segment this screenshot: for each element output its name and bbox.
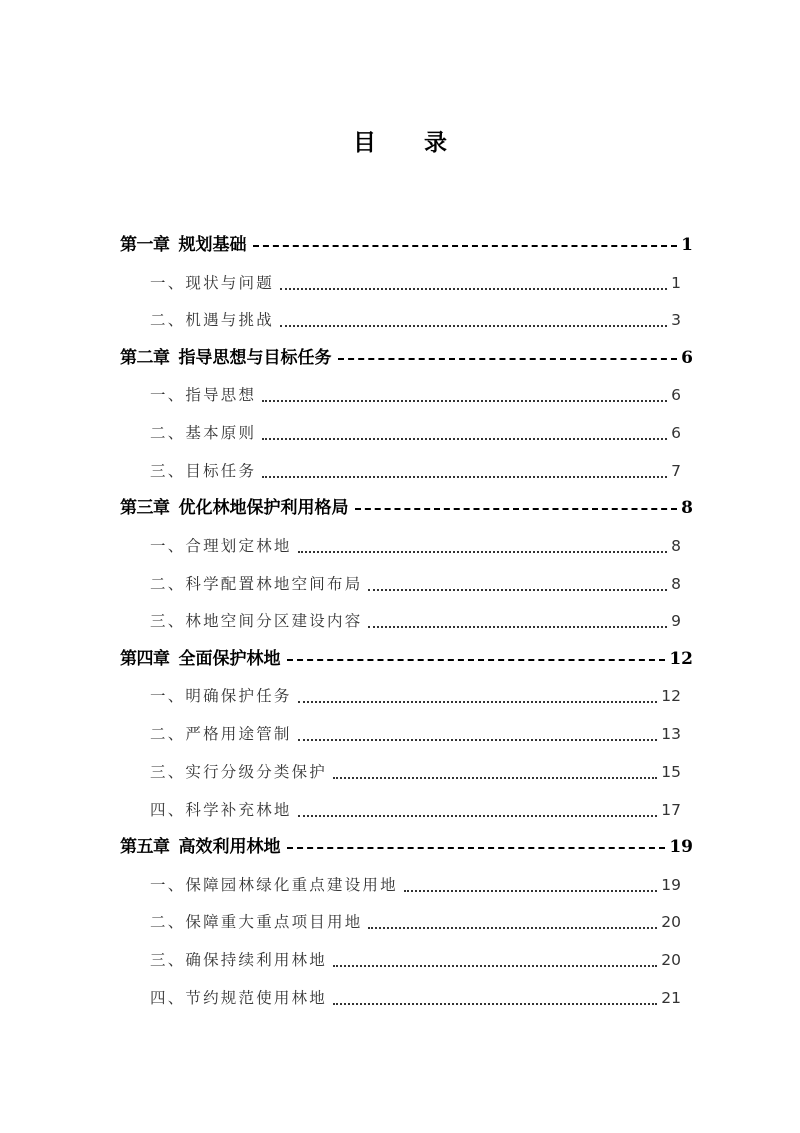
toc-section-4-1[interactable] [150,683,681,709]
page-number: 6 [681,348,693,368]
toc-section-1-1[interactable] [150,270,681,296]
dash-leader [253,232,678,258]
chapter-title: 高效利用林地 [178,837,281,857]
page-number: 12 [661,687,681,705]
chapter-number: 第五章 [120,837,170,857]
toc-section-5-4[interactable] [150,985,681,1011]
page-number: 15 [661,763,681,781]
section-title: 一、明确保护任务 [150,687,292,705]
section-title: 二、保障重大重点项目用地 [150,913,363,931]
dot-leader [368,571,667,597]
toc-chapter-2[interactable] [120,345,693,371]
toc-chapter-3[interactable] [120,495,693,521]
section-title: 一、指导思想 [150,386,257,404]
page-number: 19 [669,837,693,857]
section-title: 三、实行分级分类保护 [150,763,328,781]
page-number: 20 [661,913,681,931]
toc-chapter-1[interactable] [120,232,693,258]
toc-section-5-2[interactable] [150,909,681,935]
toc-section-2-3[interactable] [150,458,681,484]
section-title: 二、科学配置林地空间布局 [150,575,363,593]
chapter-number: 第四章 [120,649,170,669]
section-title: 四、科学补充林地 [150,801,292,819]
section-title: 三、林地空间分区建设内容 [150,612,363,630]
dot-leader [298,721,658,747]
chapter-title: 规划基础 [178,235,247,255]
dash-leader [287,834,666,860]
dot-leader [280,307,667,333]
dash-leader [338,345,678,371]
chapter-title: 全面保护林地 [178,649,281,669]
chapter-number: 第三章 [120,498,170,518]
section-title: 三、目标任务 [150,462,257,480]
section-title: 四、节约规范使用林地 [150,989,328,1007]
page-number: 9 [671,612,681,630]
page-number: 7 [671,462,681,480]
page-number: 13 [661,725,681,743]
dot-leader [262,458,667,484]
page-number: 8 [681,498,693,518]
dot-leader [368,608,667,634]
toc-title: 目 录 [352,130,467,156]
page-number: 21 [661,989,681,1007]
page-number: 6 [671,424,681,442]
dot-leader [404,872,657,898]
dot-leader [333,947,657,973]
toc-chapter-4[interactable] [120,646,693,672]
dash-leader [355,495,678,521]
page-number: 20 [661,951,681,969]
dot-leader [333,985,657,1011]
page-number: 1 [671,274,681,292]
toc-section-4-3[interactable] [150,759,681,785]
dash-leader [287,646,666,672]
toc-section-3-1[interactable] [150,533,681,559]
section-title: 一、现状与问题 [150,274,274,292]
page-number: 8 [671,575,681,593]
page-number: 19 [661,876,681,894]
toc-section-2-1[interactable] [150,382,681,408]
section-title: 一、保障园林绿化重点建设用地 [150,876,398,894]
toc-section-1-2[interactable] [150,307,681,333]
chapter-title: 指导思想与目标任务 [178,348,332,368]
page-number: 3 [671,311,681,329]
page-number: 6 [671,386,681,404]
section-title: 一、合理划定林地 [150,537,292,555]
toc-section-5-3[interactable] [150,947,681,973]
chapter-number: 第二章 [120,348,170,368]
dot-leader [298,533,668,559]
toc-section-4-4[interactable] [150,797,681,823]
toc-section-5-1[interactable] [150,872,681,898]
section-title: 二、严格用途管制 [150,725,292,743]
toc-section-2-2[interactable] [150,420,681,446]
toc-section-3-3[interactable] [150,608,681,634]
toc-section-3-2[interactable] [150,571,681,597]
toc-section-4-2[interactable] [150,721,681,747]
dot-leader [298,797,658,823]
chapter-title: 优化林地保护利用格局 [178,498,349,518]
page-number: 12 [669,649,693,669]
dot-leader [333,759,657,785]
chapter-number: 第一章 [120,235,170,255]
dot-leader [368,909,657,935]
dot-leader [298,683,658,709]
dot-leader [262,382,667,408]
section-title: 二、机遇与挑战 [150,311,274,329]
dot-leader [262,420,667,446]
page-number: 17 [661,801,681,819]
page-number: 1 [681,235,693,255]
section-title: 二、基本原则 [150,424,257,442]
page-number: 8 [671,537,681,555]
dot-leader [280,270,667,296]
toc-chapter-5[interactable] [120,834,693,860]
section-title: 三、确保持续利用林地 [150,951,328,969]
